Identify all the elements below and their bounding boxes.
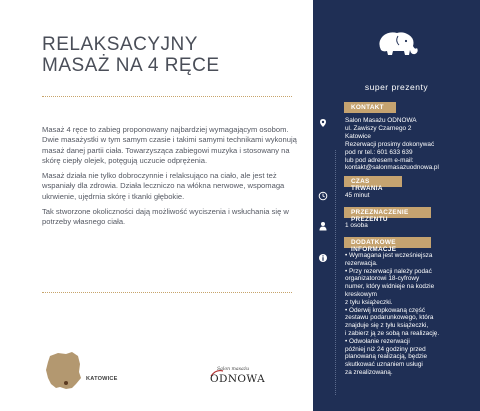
title-line-1: RELAKSACYJNY <box>42 34 198 55</box>
contact-line: Katowice <box>345 132 371 140</box>
dotted-divider-bottom <box>42 292 292 293</box>
title-line-2: MASAŻ NA 4 RĘCE <box>42 55 220 76</box>
info-line: i zabierz ją ze sobą na realizację. <box>345 329 440 337</box>
section-heading-kontakt: KONTAKT <box>344 102 396 113</box>
info-icon <box>318 253 328 263</box>
location-label: KATOWICE <box>86 376 118 382</box>
additional-info <box>345 252 463 377</box>
contact-line: pod nr tel.: 601 633 639 <box>345 148 413 156</box>
info-line: skutkować uznaniem usługi <box>345 361 423 369</box>
vertical-dotted-divider <box>335 150 336 395</box>
contact-line: Salon Masażu ODNOWA <box>345 117 417 124</box>
contact-line: ul. Zawiszy Czarnego 2 <box>345 124 412 132</box>
info-line: z tyłu książeczki. <box>345 298 393 306</box>
description-paragraph-2: Masaż działa nie tylko dobroczynnie i relaksująco na ciało, ale jest też wspaniały dla zdrowia. Działa leczniczo na włókna nerwowe, wspomaga ukrwienie, ujędrnia skórę i tkanki głębokie. <box>42 171 285 201</box>
description-paragraph-3: Tak stworzone okoliczności dają możliwość wyciszenia i wsłuchania się w potrzeby własnego ciała. <box>42 207 289 227</box>
clock-icon <box>318 191 328 201</box>
salon-logo-name: ODNOWA <box>210 373 266 385</box>
info-line: rezerwacja. <box>345 259 378 267</box>
brand-block <box>313 22 480 92</box>
info-line: • Odwołanie rezerwacji <box>345 337 410 345</box>
description <box>42 125 297 233</box>
info-line: zestawu podarunkowego, która <box>345 314 434 322</box>
info-line: za zrealizowaną. <box>345 368 393 376</box>
info-line: organizatorowi 18-cyfrowy <box>345 275 420 283</box>
elephant-logo-icon <box>373 30 421 58</box>
page-title <box>42 34 292 76</box>
poland-map-icon <box>42 350 84 392</box>
contact-details <box>345 117 463 172</box>
duration-value: 45 minut <box>345 192 370 199</box>
info-line: znajduje się z tyłu książeczki, <box>345 322 429 330</box>
info-line: • Oderwij kropkowaną część <box>345 306 426 314</box>
section-heading-dodatkowe: DODATKOWE INFORMACJE <box>344 237 431 248</box>
salon-logo-small-text: Salon masażu <box>217 367 250 372</box>
info-line: • Przy rezerwacji należy podać <box>345 267 432 275</box>
location-pin-icon <box>318 118 328 128</box>
description-paragraph-1: Masaż 4 ręce to zabieg proponowany najbardziej wymagającym osobom. Dwie masażystki w tym samym czasie i takimi samymi technikami wykonują masaż danej partii ciała. Towarzysząca zabiegowi muzyka i stosowany na skórę ciepły olejek, potęgują uczucie odprężenia. <box>42 125 297 165</box>
section-heading-przeznaczenie: PRZEZNACZENIE PREZENTU <box>344 207 431 218</box>
brand-name: super prezenty <box>364 82 429 92</box>
info-line: planowaną realizacją, będzie <box>345 353 428 361</box>
recipient-value: 1 osoba <box>345 222 368 229</box>
dotted-divider-top <box>42 96 292 97</box>
salon-logo <box>210 367 266 389</box>
info-line: numer, który widnieje na kodzie <box>345 283 435 291</box>
contact-line: lub pod adresem e-mail: <box>345 156 414 164</box>
person-icon <box>318 221 328 231</box>
info-line: później niż 24 godziny przed <box>345 345 426 353</box>
contact-email: kontakt@salonmasazuodnowa.pl <box>345 164 439 172</box>
section-heading-czas-trwania: CZAS TRWANIA <box>344 176 402 187</box>
info-line: • Wymagana jest wcześniejsza <box>345 252 433 259</box>
contact-line: Rezerwacji prosimy dokonywać <box>345 140 435 148</box>
info-line: kreskowym <box>345 290 377 298</box>
